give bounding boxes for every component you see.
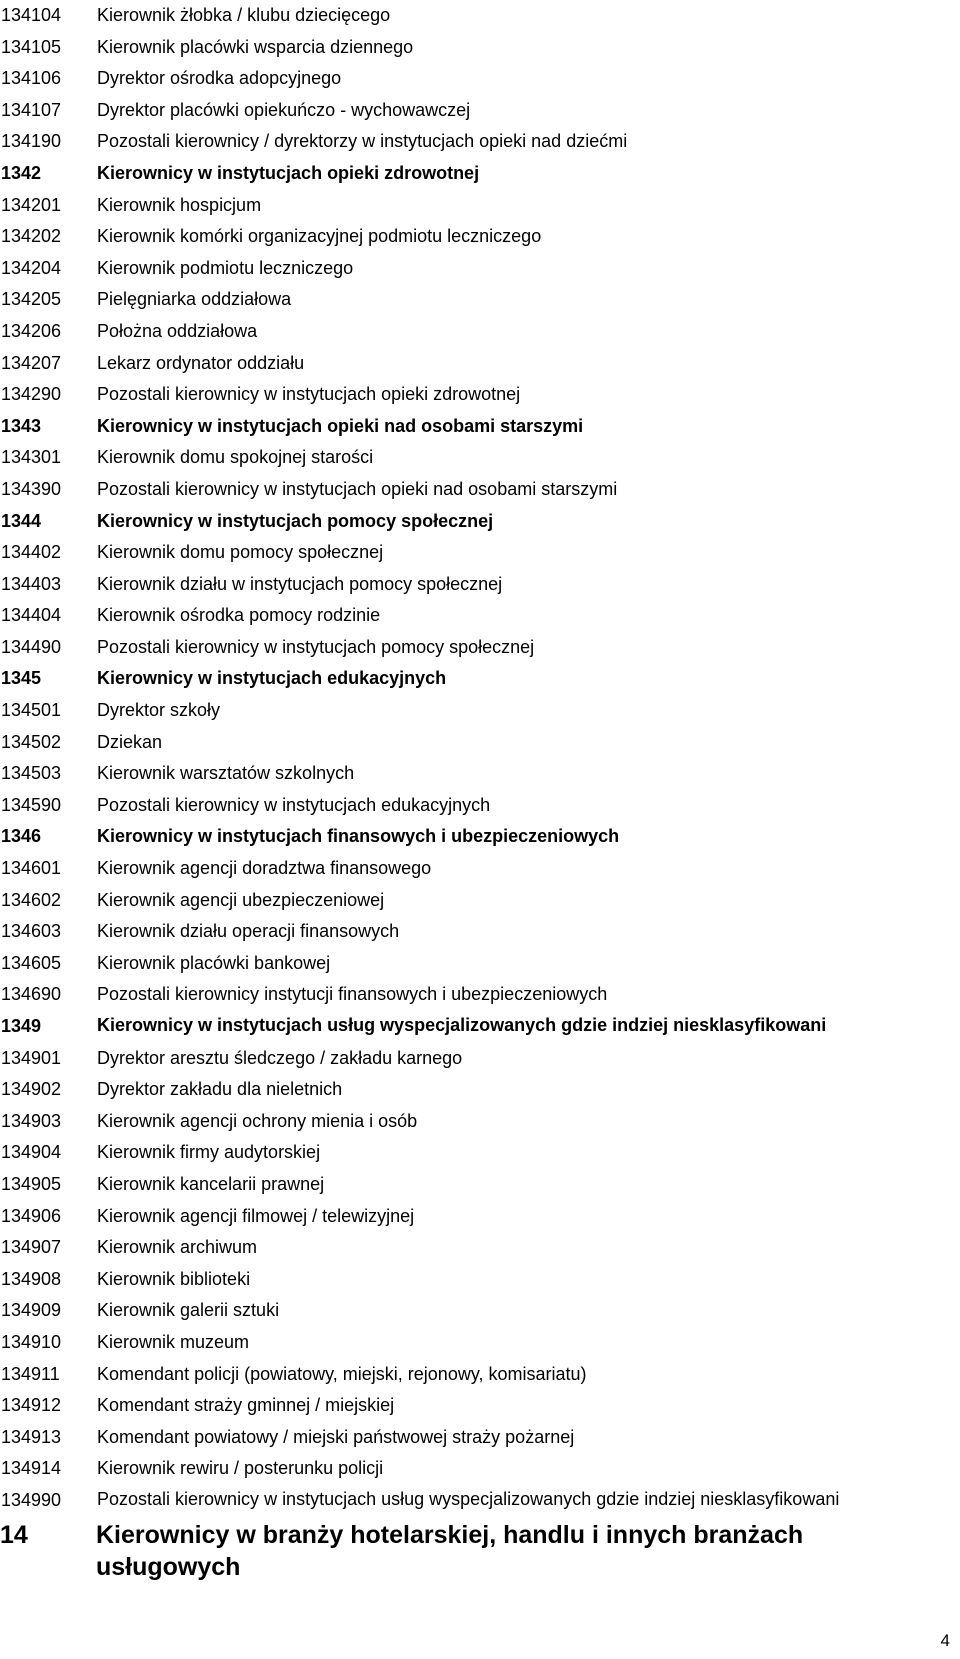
occupation-code: 134107 [1, 99, 62, 120]
occupation-title: Lekarz ordynator oddziału [97, 352, 305, 373]
occupation-title: Pozostali kierownicy w instytucjach pomocy społecznej [97, 636, 535, 657]
occupation-row [0, 1074, 900, 1106]
page-number: 4 [940, 1631, 950, 1650]
occupation-title: Kierownik ośrodka pomocy rodzinie [97, 605, 381, 626]
occupation-title: Kierownik warsztatów szkolnych [97, 763, 355, 784]
occupation-title: Pozostali kierownicy instytucji finansowych i ubezpieczeniowych [97, 984, 608, 1005]
occupation-code: 134403 [1, 573, 62, 594]
occupation-code: 134990 [1, 1489, 62, 1510]
occupation-row [0, 442, 900, 474]
occupation-title: Kierownik działu operacji finansowych [97, 921, 400, 942]
occupation-title: Kierownicy w instytucjach opieki nad osobami starszymi [97, 415, 584, 436]
occupation-title: Kierownik muzeum [97, 1331, 250, 1352]
occupation-code: 134908 [1, 1268, 62, 1289]
occupation-code: 1345 [1, 668, 42, 689]
occupation-row [0, 916, 900, 948]
occupation-row [0, 221, 900, 253]
occupation-code: 134490 [1, 636, 62, 657]
occupation-row [0, 0, 900, 32]
occupation-row [0, 1137, 900, 1169]
occupation-row [0, 1201, 900, 1233]
occupation-title: Kierownik firmy audytorskiej [97, 1142, 321, 1163]
occupation-row [0, 1169, 900, 1201]
occupation-code: 134205 [1, 289, 62, 310]
occupation-row [0, 948, 900, 980]
occupation-title: Kierownik komórki organizacyjnej podmiotu leczniczego [97, 226, 542, 247]
occupation-title: Kierownik kancelarii prawnej [97, 1173, 325, 1194]
occupation-title: Dyrektor ośrodka adopcyjnego [97, 68, 342, 89]
occupation-title: Kierownik agencji ubezpieczeniowej [97, 889, 385, 910]
occupation-title: Położna oddziałowa [97, 320, 258, 341]
occupation-title: Kierownik archiwum [97, 1237, 258, 1258]
occupation-row [0, 316, 900, 348]
occupation-row [0, 190, 900, 222]
occupation-title: Kierownik placówki wsparcia dziennego [97, 36, 414, 57]
occupation-code: 134290 [1, 384, 62, 405]
occupation-title: Kierownik domu pomocy społecznej [97, 542, 384, 563]
occupation-code: 134905 [1, 1173, 62, 1194]
occupation-row [0, 1295, 900, 1327]
occupation-code: 134601 [1, 858, 62, 879]
occupation-row [0, 727, 900, 759]
occupation-title: Kierownicy w instytucjach edukacyjnych [97, 668, 447, 689]
occupation-row [0, 632, 900, 664]
occupation-code: 134202 [1, 226, 62, 247]
occupation-title: Kierownicy w instytucjach opieki zdrowotnej [97, 162, 480, 183]
occupation-code: 1346 [1, 826, 42, 847]
occupation-row [0, 348, 900, 380]
occupation-code: 134106 [1, 68, 62, 89]
occupation-code: 134590 [1, 794, 62, 815]
occupation-title: Pozostali kierownicy w instytucjach opieki nad osobami starszymi [97, 478, 618, 499]
occupation-row [0, 253, 900, 285]
occupation-row [0, 790, 900, 822]
occupation-title: Kierownik hospicjum [97, 194, 262, 215]
occupation-title: Dyrektor placówki opiekuńczo - wychowawczej [97, 99, 471, 120]
occupation-title: Kierownik domu spokojnej starości [97, 447, 374, 468]
occupation-code: 134502 [1, 731, 62, 752]
occupation-title: Kierownik działu w instytucjach pomocy społecznej [97, 573, 503, 594]
occupation-row [0, 979, 900, 1011]
occupation-code: 134903 [1, 1110, 62, 1131]
occupation-code: 1344 [1, 510, 42, 531]
occupation-title: Dyrektor zakładu dla nieletnich [97, 1079, 343, 1100]
occupation-row [0, 1359, 900, 1391]
occupation-row [0, 474, 900, 506]
occupation-row [0, 95, 900, 127]
occupation-code: 134207 [1, 352, 62, 373]
occupation-code: 134201 [1, 194, 62, 215]
occupation-code: 1343 [1, 415, 42, 436]
occupation-title: Dyrektor aresztu śledczego / zakładu karnego [97, 1047, 463, 1068]
occupation-code: 134902 [1, 1079, 62, 1100]
occupation-row [0, 379, 900, 411]
occupation-row [0, 695, 900, 727]
occupation-title: Kierownik placówki bankowej [97, 952, 331, 973]
occupation-code: 134503 [1, 763, 62, 784]
occupation-code: 1342 [1, 162, 42, 183]
group-heading-row [0, 663, 900, 695]
occupation-code: 134105 [1, 36, 62, 57]
occupation-title: Pozostali kierownicy w instytucjach usług wyspecjalizowanych gdzie indziej niesklasyfikowani [97, 1488, 840, 1509]
occupation-code: 134404 [1, 605, 62, 626]
group-heading-row [0, 506, 900, 538]
occupation-code: 134901 [1, 1047, 62, 1068]
occupation-code: 134911 [1, 1363, 60, 1384]
occupation-code: 134603 [1, 921, 62, 942]
occupation-title: Pozostali kierownicy w instytucjach edukacyjnych [97, 794, 491, 815]
occupation-row [0, 1043, 900, 1075]
occupation-title: Pielęgniarka oddziałowa [97, 289, 292, 310]
occupation-code: 134390 [1, 478, 62, 499]
occupation-code: 134206 [1, 320, 62, 341]
occupation-code: 134104 [1, 5, 62, 25]
occupation-title: Kierownik agencji ochrony mienia i osób [97, 1110, 418, 1131]
occupation-row [0, 1485, 900, 1517]
occupation-title: Kierownik galerii sztuki [97, 1300, 280, 1321]
occupation-row [0, 1390, 900, 1422]
group-heading-row [0, 158, 900, 190]
occupation-title: Kierownicy w instytucjach finansowych i ubezpieczeniowych [97, 826, 620, 847]
occupation-row [0, 32, 900, 64]
occupation-row [0, 1327, 900, 1359]
occupation-title: Kierownik agencji filmowej / telewizyjnej [97, 1205, 415, 1226]
occupation-code: 1349 [1, 1016, 42, 1036]
occupation-row [0, 1264, 900, 1296]
occupation-code: 14 [0, 1520, 28, 1549]
occupation-row [0, 284, 900, 316]
occupation-code: 134904 [1, 1142, 62, 1163]
group-heading-row [0, 1011, 900, 1043]
occupation-row [0, 63, 900, 95]
occupation-row [0, 1422, 900, 1454]
occupation-code: 134913 [1, 1426, 62, 1447]
occupation-row [0, 758, 900, 790]
occupation-code: 134909 [1, 1300, 62, 1321]
occupation-title: Dziekan [97, 731, 163, 752]
occupation-title: Kierownicy w instytucjach usług wyspecjalizowanych gdzie indziej niesklasyfikowani [97, 1015, 827, 1035]
occupation-title: Dyrektor szkoły [97, 700, 221, 721]
occupation-title: Kierownik żłobka / klubu dziecięcego [97, 5, 391, 25]
occupation-row [0, 600, 900, 632]
occupation-title: Pozostali kierownicy w instytucjach opieki zdrowotnej [97, 384, 521, 405]
occupation-title: Kierownicy w branży hotelarskiej, handlu i innych branżach usługowych [96, 1520, 804, 1581]
occupation-row [0, 569, 900, 601]
occupation-title: Kierownicy w instytucjach pomocy społecznej [97, 510, 494, 531]
occupation-title: Pozostali kierownicy / dyrektorzy w instytucjach opieki nad dziećmi [97, 131, 628, 152]
occupation-title: Kierownik rewiru / posterunku policji [97, 1458, 384, 1479]
occupation-title: Kierownik biblioteki [97, 1268, 251, 1289]
occupation-code: 134910 [1, 1331, 62, 1352]
occupation-row [0, 537, 900, 569]
occupation-code: 134690 [1, 984, 62, 1005]
occupation-row [0, 126, 900, 158]
occupation-code: 134204 [1, 257, 62, 278]
occupation-code: 134190 [1, 131, 62, 152]
occupation-title: Komendant powiatowy / miejski państwowej straży pożarnej [97, 1426, 575, 1447]
occupation-code: 134912 [1, 1395, 62, 1416]
occupation-code: 134301 [1, 447, 62, 468]
group-heading-row [0, 411, 900, 443]
occupation-code: 134501 [1, 700, 62, 721]
occupation-title: Kierownik agencji doradztwa finansowego [97, 858, 432, 879]
occupation-code: 134906 [1, 1205, 62, 1226]
occupation-row [0, 1106, 900, 1138]
occupation-row [0, 1232, 900, 1264]
occupation-title: Kierownik podmiotu leczniczego [97, 257, 354, 278]
occupation-code: 134602 [1, 889, 62, 910]
occupation-row [0, 885, 900, 917]
occupation-title: Komendant policji (powiatowy, miejski, rejonowy, komisariatu) [97, 1363, 587, 1384]
occupation-title: Komendant straży gminnej / miejskiej [97, 1395, 395, 1416]
group-heading-row [0, 1519, 900, 1583]
occupation-row [0, 853, 900, 885]
group-heading-row [0, 821, 900, 853]
occupation-code: 134914 [1, 1458, 62, 1479]
occupation-code: 134605 [1, 952, 62, 973]
occupation-code: 134402 [1, 542, 62, 563]
occupation-code: 134907 [1, 1237, 62, 1258]
occupation-row [0, 1453, 900, 1485]
